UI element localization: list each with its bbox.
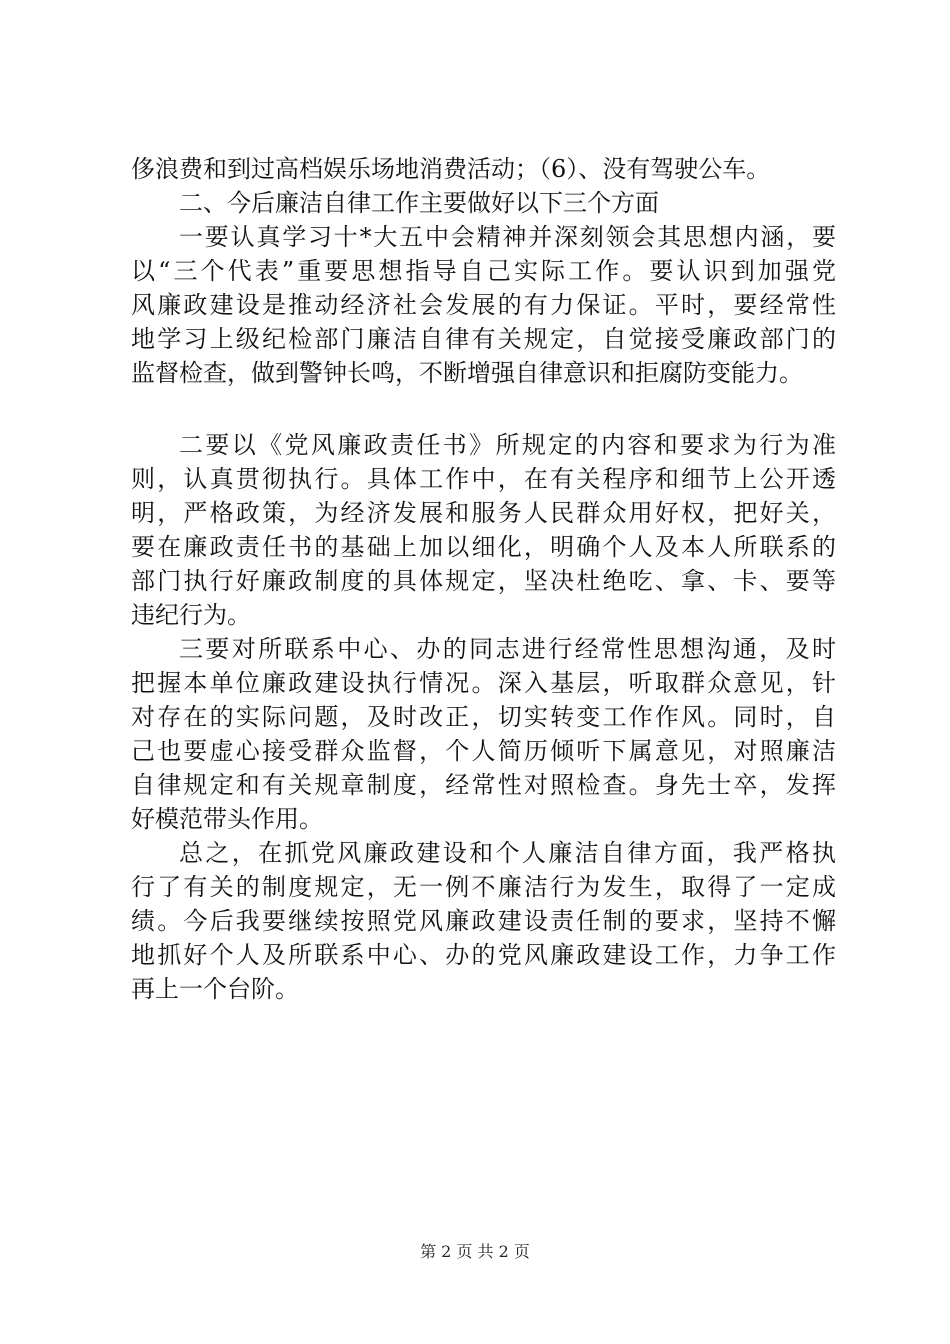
paragraph-line: 对存在的实际问题，及时改正，切实转变工作作风。同时，自: [131, 703, 836, 731]
document-body: [131, 152, 836, 1006]
paragraph-line: 要在廉政责任书的基础上加以细化，明确个人及本人所联系的: [131, 533, 836, 561]
paragraph-line: 明，严格政策，为经济发展和服务人民群众用好权，把好关，: [131, 499, 836, 527]
paragraph-spacer: [131, 390, 836, 428]
paragraph-line: 部门执行好廉政制度的具体规定，坚决杜绝吃、拿、卡、要等: [131, 567, 836, 595]
paragraph-line: 则，认真贯彻执行。具体工作中，在有关程序和细节上公开透: [131, 465, 836, 493]
paragraph-line: 己也要虚心接受群众监督，个人简历倾听下属意见，对照廉洁: [131, 737, 836, 765]
paragraph-line: 好模范带头作用。: [131, 805, 323, 833]
section-heading: 二、今后廉洁自律工作主要做好以下三个方面: [179, 189, 659, 217]
paragraph-line: 一要认真学习十*大五中会精神并深刻领会其思想内涵，要: [179, 223, 836, 251]
page-number-footer: 第 2 页 共 2 页: [420, 1242, 530, 1261]
paragraph-line: 绩。今后我要继续按照党风廉政建设责任制的要求，坚持不懈: [131, 907, 836, 935]
paragraph-line: 以“三个代表”重要思想指导自己实际工作。要认识到加强党: [131, 257, 836, 285]
paragraph-line: 总之，在抓党风廉政建设和个人廉洁自律方面，我严格执: [179, 839, 836, 867]
paragraph-line: 二要以《党风廉政责任书》所规定的内容和要求为行为准: [179, 431, 836, 459]
paragraph-line: 地抓好个人及所联系中心、办的党风廉政建设工作，力争工作: [131, 941, 836, 969]
paragraph-line: 三要对所联系中心、办的同志进行经常性思想沟通，及时: [179, 635, 836, 663]
paragraph-line: 侈浪费和到过高档娱乐场地消费活动；（6）、没有驾驶公车。: [131, 155, 771, 183]
paragraph-line: 地学习上级纪检部门廉洁自律有关规定，自觉接受廉政部门的: [131, 325, 836, 353]
paragraph-line: 自律规定和有关规章制度，经常性对照检查。身先士卒，发挥: [131, 771, 836, 799]
paragraph-line: 监督检查，做到警钟长鸣，不断增强自律意识和拒腐防变能力。: [131, 359, 803, 387]
paragraph-line: 再上一个台阶。: [131, 975, 299, 1003]
paragraph-line: 风廉政建设是推动经济社会发展的有力保证。平时，要经常性: [131, 291, 836, 319]
paragraph-line: 行了有关的制度规定，无一例不廉洁行为发生，取得了一定成: [131, 873, 836, 901]
paragraph-line: 把握本单位廉政建设执行情况。深入基层，听取群众意见，针: [131, 669, 836, 697]
paragraph-line: 违纪行为。: [131, 601, 251, 629]
